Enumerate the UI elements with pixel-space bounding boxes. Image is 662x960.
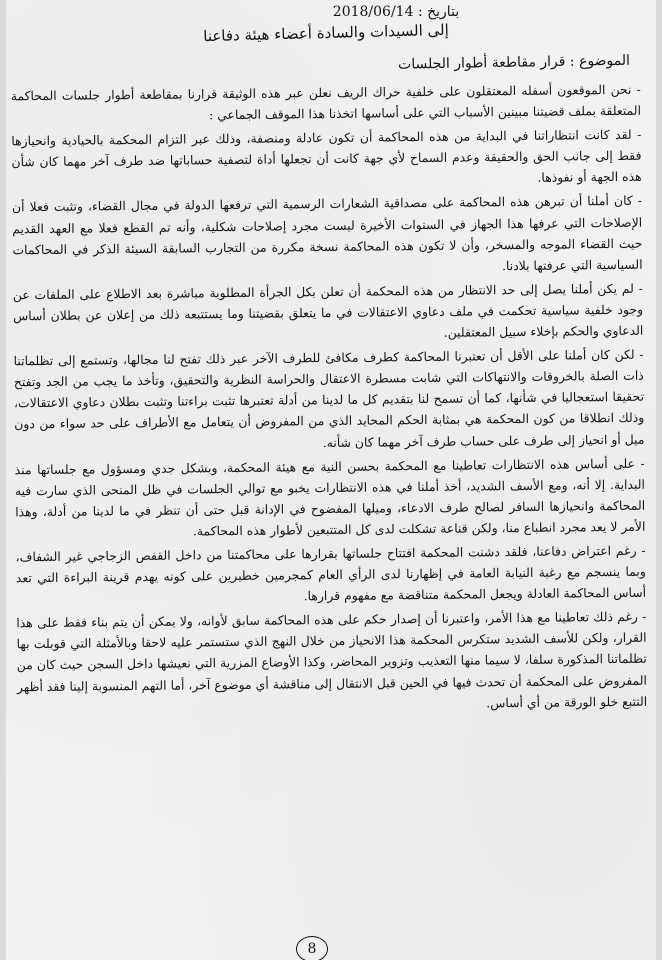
paragraph-expectations: - لقد كانت انتظاراتنا في البداية من هذه المحاكمة أن تكون عادلة ومنصفة، وذلك عبر التزام المحكمة بالحيادية وانحيازها فقط إلى جانب الحق والحقيقة وعدم السماح لأي جهة كانت أن تجعلها أداة لتصفية حساباتها ضد طرف آخر مهما كان شأن هذه الجهة أو نفوذها. [11,126,642,186]
paragraph-credibility: - كان أملنا أن تبرهن هذه المحاكمة على مصداقية الشعارات الرسمية التي ترفعها الدولة في مجال القضاء، وتثبت فعلا أن الإصلاحات التي عرفها هذا الجهاز في السنوات الأخيرة ليست مجرد إصلاحات شكلية، وأنه تم القطع فعلا مع العهد القديم حيث القضاء الموجه والمسخر، وأن لا تكون هذه المحاكمة نسخة مكررة من التجارب السابقة السيئة الذكر في المحاكمات السياسية التي عرفتها بلادنا. [11,193,643,273]
paragraph-equal-party: - لكن كان أملنا على الأقل أن تعتبرنا المحاكمة كطرف مكافئ للطرف الآخر عبر ذلك تفتح لنا مجالها، وتستمع إلى تظلماتنا ذات الصلة بالخروقات والانتهاكات التي شابت مسطرة الاعتقال والحراسة النظرية والتحقيق، وتأخذ ما يجب من الجد وتفتح تحقيقا استعجاليا في شأنها، كما أن تسمح لنا بتقديم كل ما لدينا من أدلة تعتبرها تثبت براءتنا وتثبت بطلان دعاوي الاعتقالات، وذلك انطلاقا من كون المحكمة هي بمثابة الحكم المحايد الذي من المفروض أن يتعامل مع الأطراف على حد سواء من دون ميل أو انحياز إلى طرف على حساب طرف آخر مهما كان شأنه. [13,346,645,450]
paragraph-good-faith: - على أساس هذه الانتظارات تعاطينا مع المحكمة بحسن النية مع هيئة المحكمة، وبشكل جدي ومسؤول مع جلساتها منذ البداية. إلا أنه، ومع الأسف الشديد، أخذ أملنا في هذه الانتظارات يخبو مع توالي الجلسات في ظل المنحى الذي سارت فيه المحاكمة وانحيازها السافر لصالح طرف الادعاء، وميلها المفضوح في الإدانة قبل حتى أن تنظر في ما لدينا من أدلة، وهذا الأمر لا يعد مجرد انطباع منا، ولكن قناعة تشكلت لدى كل المتتبعين لأطوار هذه المحاكمة. [14,455,646,539]
handwritten-letter-page [6,0,656,960]
paragraph-intro: - نحن الموقعون أسفله المعتقلون على خلفية حراك الريف نعلن عبر هذه الوثيقة قرارنا بمقاطعة أطوار جلسات المحاكمة المتعلقة بملف قضيتنا مبينين الأسباب التي على أساسها اتخذنا هذا الموقف الجماعي : [10,81,642,123]
letter-body [11,79,648,721]
paragraph-bias: - رغم ذلك تعاطينا مع هذا الأمر، واعتبرنا أن إصدار حكم على هذه المحاكمة سابق لأوانه، ولا يمكن أن يتم بناء فقط على هذا القرار، ولكن للأسف الشديد ستكرس المحكمة هذا الانحياز من خلال النهج الذي ستستمر عليه لاحقا وبالأمثلة التي قوبلت بها تظلماتنا المذكورة سلفا، لا سيما منها التعذيب وتزوير المحاضر، وكذا الأوضاع المزرية التي نعيشها داخل السجن حيث كان من المفروض على المحكمة أن تحدث فيها في الحين قبل الانتقال إلى مناقشة أي موضوع آخر، أما التهم المنسوبة إلينا فقد أظهر التتبع خلو الورقة من أي أساس. [16,608,648,710]
paragraph-glass-cage: - رغم اعتراض دفاعنا، فلقد دشنت المحكمة افتتاح جلساتها بقرارها على محاكمتنا من داخل القفص الزجاجي غير الشفاف، وبما ينسجم مع رغبة النيابة العامة في إظهارنا لدى الرأي العام كمجرمين خطيرين على كونه يهدم قرينة البراءة التي تعد أساس المحاكمة العادلة ويجعل المحكمة متناقضة مع مفهوم قرارها. [15,542,647,604]
letter-subject: الموضوع : قرار مقاطعة أطوار الجلسات [397,52,631,73]
page-number: 8 [296,936,328,960]
letter-recipient: إلى السيدات والسادة أعضاء هيئة دفاعنا [203,20,449,46]
paragraph-political-background: - لم يكن أملنا يصل إلى حد الانتظار من هذه المحكمة أن تعلن بكل الجرأة المطلوبة مباشرة بعد الاطلاع على الملفات عن وجود خلفية سياسية تحكمت في ملف دعاوي الاعتقالات في ما يتعلق بقضيتنا وما يستتبعه ذلك من إعلان عن بطلان أساس الدعاوي والحكم بإخلاء سبيل المعتقلين. [12,280,644,340]
letter-date: بتاريخ : 2018/06/14 [332,4,460,20]
